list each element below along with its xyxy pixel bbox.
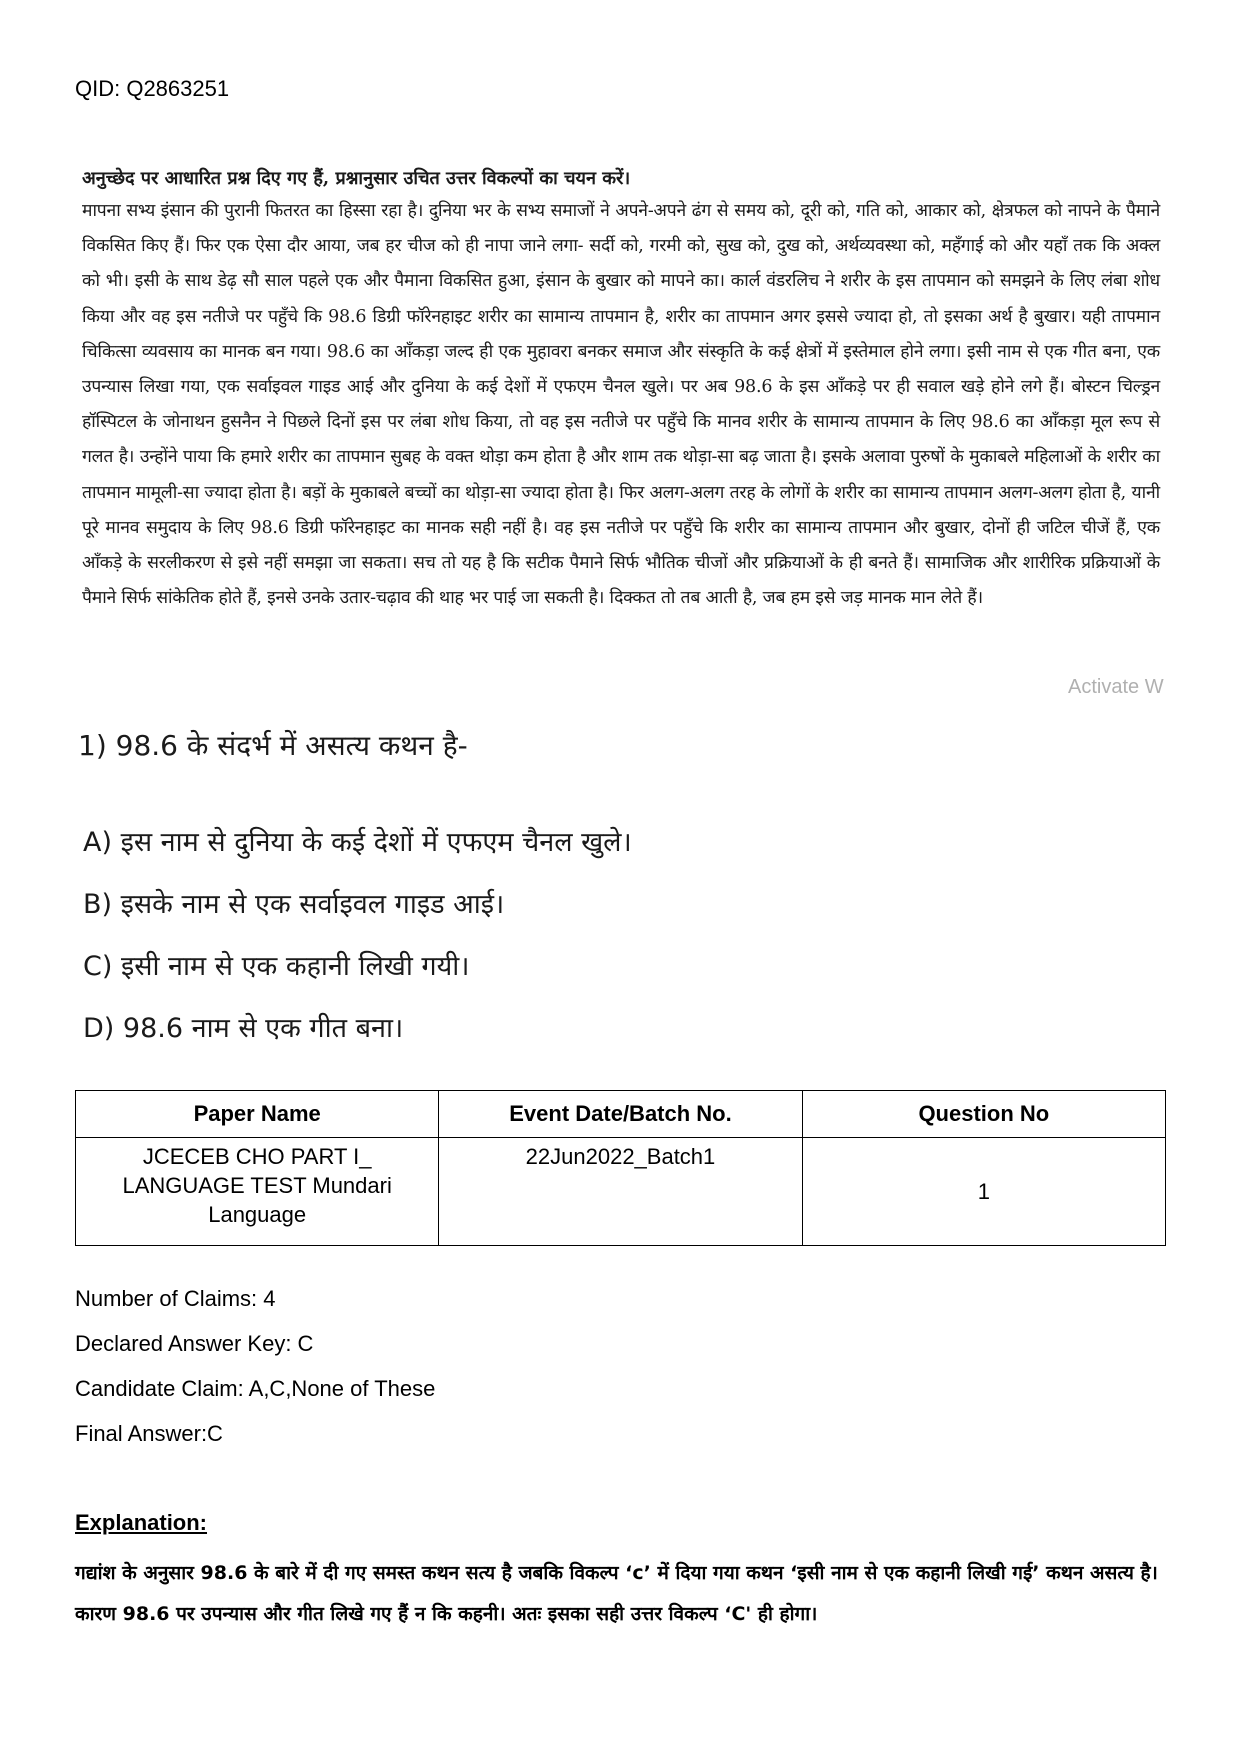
paper-info-table — [75, 1090, 1166, 1246]
paper-name-line: JCECEB CHO PART I_ — [142, 1144, 372, 1169]
declared-answer-key: Declared Answer Key: C — [75, 1331, 314, 1356]
table-row — [76, 1138, 1166, 1246]
passage-instruction: अनुच्छेद पर आधारित प्रश्न दिए गए हैं, प्रश्नानुसार उचित उत्तर विकल्पों का चयन करें। — [82, 168, 631, 189]
paper-name-line: Language — [208, 1202, 307, 1227]
passage-text: मापना सभ्य इंसान की पुरानी फितरत का हिस्सा रहा है। दुनिया भर के सभ्य समाजों ने अपने-अपने ढंग से समय को, दूरी को, गति को, आकार को, क्षेत्रफल को नापने के पैमाने विकसित किए हैं। फिर एक ऐसा दौर आया, जब हर चीज को ही नापा जाने लगा- सर्दी को, गरमी को, सुख को, दुख को, अर्थव्यवस्था को, महँगाई को और यहाँ तक कि अक्ल को भी। इसी के साथ डेढ़ सौ साल पहले एक और पैमाना विकसित हुआ, इंसान के बुखार को मापने का। कार्ल वंडरलिच ने शरीर के इस तापमान को समझने के लिए लंबा शोध किया और वह इस नतीजे पर पहुँचे कि 98.6 डिग्री फॉरेनहाइट शरीर का सामान्य तापमान है, शरीर का तापमान अगर इससे ज्यादा हो, तो इसका अर्थ है बुखार। यही तापमान चिकित्सा व्यवसाय का मानक बन गया। 98.6 का आँकड़ा जल्द ही एक मुहावरा बनकर समाज और संस्कृति के कई क्षेत्रों में इस्तेमाल होने लगा। इसी नाम से एक गीत बना, एक उपन्यास लिखा गया, एक सर्वाइवल गाइड आई और दुनिया के कई देशों में एफएम चैनल खुले। पर अब 98.6 के इस आँकड़े पर ही सवाल खड़े होने लगे हैं। बोस्टन चिल्ड्रन हॉस्पिटल के जोनाथन हुसनैन ने पिछले दिनों इस पर लंबा शोध किया, तो वह इस नतीजे पर पहुँचे कि मानव शरीर के सामान्य तापमान के लिए 98.6 का आँकड़ा मूल रूप से गलत है। उन्होंने पाया कि हमारे शरीर का तापमान सुबह के वक्त थोड़ा कम होता है और शाम तक थोड़ा-सा बढ़ जाता है। इसके अलावा पुरुषों के मुकाबले महिलाओं के शरीर का तापमान मामूली-सा ज्यादा होता है। बड़ों के मुकाबले बच्चों का थोड़ा-सा ज्यादा होता है। फिर अलग-अलग तरह के लोगों के शरीर का सामान्य तापमान अलग-अलग होता है, यानी पूरे मानव समुदाय के लिए 98.6 डिग्री फॉरेनहाइट का मानक सही नहीं है। वह इस नतीजे पर पहुँचे कि शरीर का सामान्य तापमान और बुखार, दोनों ही जटिल चीजें हैं, एक आँकड़े के सरलीकरण से इसे नहीं समझा जा सकता। सच तो यह है कि सटीक पैमाने सिर्फ भौतिक चीजों और प्रक्रियाओं के ही बनते हैं। सामाजिक और शारीरिक प्रक्रियाओं के पैमाने सिर्फ सांकेतिक होते हैं, इनसे उनके उतार-चढ़ाव की थाह भर पाई जा सकती है। दिक्कत तो तब आती है, जब हम इसे जड़ मानक मान लेते हैं। — [82, 201, 1160, 609]
explanation-title: Explanation: — [75, 1510, 208, 1535]
passage-section — [82, 164, 1160, 616]
header-event-date: Event Date/Batch No. — [439, 1091, 802, 1138]
paper-name-line: LANGUAGE TEST Mundari — [122, 1173, 392, 1198]
cell-question-no: 1 — [802, 1138, 1165, 1246]
number-of-claims: Number of Claims: 4 — [75, 1286, 276, 1311]
explanation-text: गद्यांश के अनुसार 98.6 के बारे में दी गए समस्त कथन सत्य है जबकि विकल्प ‘c’ में दिया गया कथन ‘इसी नाम से एक कहानी लिखी गई’ कथन असत्य है। कारण 98.6 पर उपन्यास और गीत लिखे गए हैं न कि कहनी। अतः इसका सही उत्तर विकल्प ‘C' ही होगा। — [75, 1562, 1158, 1625]
cell-event-date: 22Jun2022_Batch1 — [439, 1138, 802, 1246]
option-a: A) इस नाम से दुनिया के कई देशों में एफएम चैनल खुले। — [83, 827, 632, 858]
final-answer: Final Answer:C — [75, 1421, 223, 1446]
qid-label: QID: Q2863251 — [75, 76, 230, 101]
option-c: C) इसी नाम से एक कहानी लिखी गयी। — [83, 951, 470, 982]
header-paper-name: Paper Name — [76, 1091, 439, 1138]
cell-paper-name — [76, 1138, 439, 1246]
candidate-claim: Candidate Claim: A,C,None of These — [75, 1376, 436, 1401]
activation-watermark: Activate W — [1068, 676, 1164, 698]
option-b: B) इसके नाम से एक सर्वाइवल गाइड आई। — [83, 889, 505, 920]
table-header-row — [76, 1091, 1166, 1138]
header-question-no: Question No — [802, 1091, 1165, 1138]
option-d: D) 98.6 नाम से एक गीत बना। — [83, 1013, 404, 1044]
question-text: 1) 98.6 के संदर्भ में असत्य कथन है- — [78, 729, 468, 762]
